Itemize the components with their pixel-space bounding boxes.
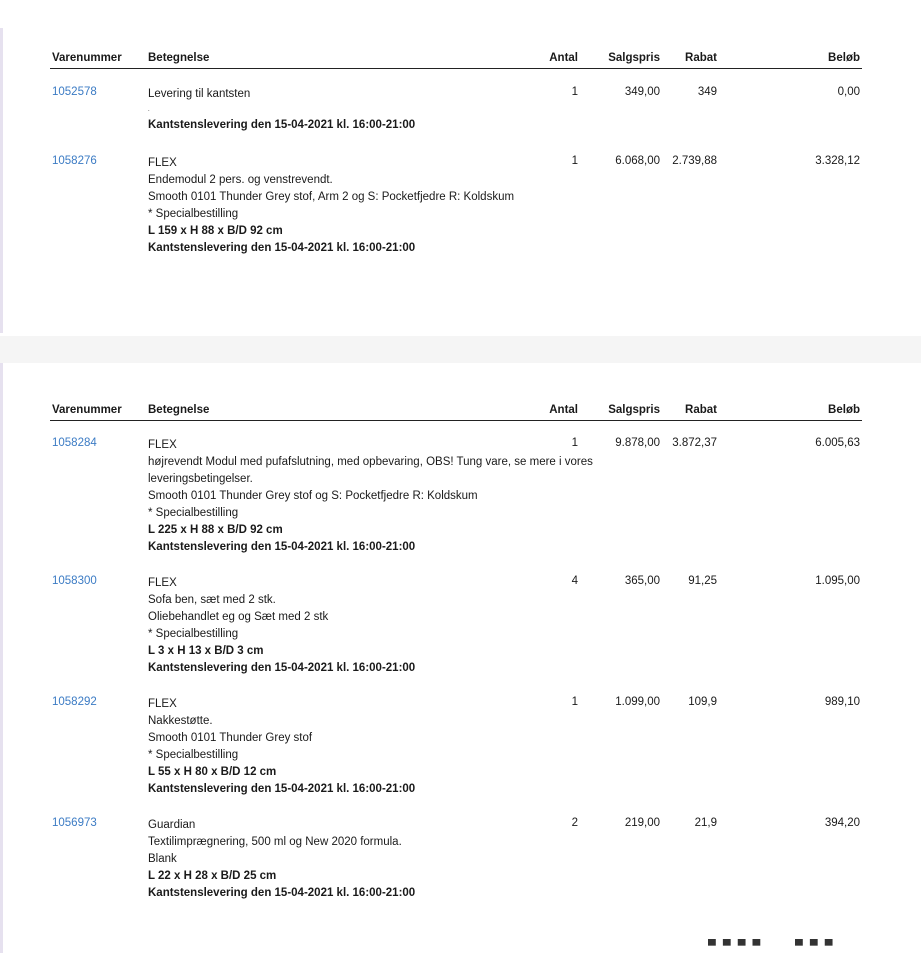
header-salgspris: Salgspris — [608, 404, 660, 416]
discount: 2.739,88 — [672, 155, 717, 167]
description-line: FLEX — [148, 577, 177, 589]
cut-off-text: ▀ ▀ ▀ ▀ — [708, 940, 763, 952]
quantity: 1 — [571, 155, 578, 167]
delivery-line: Kantstenslevering den 15-04-2021 kl. 16:00-21:00 — [148, 541, 416, 553]
unit-price: 1.099,00 — [615, 696, 660, 708]
table-row — [50, 86, 862, 136]
description-line: * Specialbestilling — [148, 749, 239, 761]
description-line: Oliebehandlet eg og Sæt med 2 stk — [148, 611, 329, 623]
item-description — [148, 575, 648, 677]
line-amount: 1.095,00 — [815, 575, 860, 587]
table-header — [50, 48, 862, 69]
quantity: 1 — [571, 437, 578, 449]
item-number-link[interactable]: 1058300 — [52, 575, 97, 587]
dimensions-line: L 55 x H 80 x B/D 12 cm — [148, 766, 277, 778]
unit-price: 6.068,00 — [615, 155, 660, 167]
quantity: 1 — [571, 696, 578, 708]
line-amount: 0,00 — [837, 86, 860, 98]
table-row — [50, 155, 862, 265]
page-separator — [0, 336, 921, 363]
description-line: Textilimprægnering, 500 ml og New 2020 formula. — [148, 836, 402, 848]
delivery-line: Kantstenslevering den 15-04-2021 kl. 16:00-21:00 — [148, 119, 416, 131]
description-line: Endemodul 2 pers. og venstrevendt. — [148, 174, 333, 186]
item-number-link[interactable]: 1052578 — [52, 86, 97, 98]
description-line: Guardian — [148, 819, 196, 831]
header-varenummer: Varenummer — [52, 404, 122, 416]
delivery-line: Kantstenslevering den 15-04-2021 kl. 16:00-21:00 — [148, 662, 416, 674]
header-varenummer: Varenummer — [52, 52, 122, 64]
item-number-link[interactable]: 1058284 — [52, 437, 97, 449]
description-line: . — [148, 107, 150, 113]
discount: 91,25 — [688, 575, 717, 587]
unit-price: 9.878,00 — [615, 437, 660, 449]
header-betegnelse: Betegnelse — [148, 404, 210, 416]
delivery-line: Kantstenslevering den 15-04-2021 kl. 16:00-21:00 — [148, 783, 416, 795]
header-rabat: Rabat — [685, 52, 717, 64]
description-line: Smooth 0101 Thunder Grey stof og S: Pocketfjedre R: Koldskum — [148, 490, 478, 502]
header-salgspris: Salgspris — [608, 52, 660, 64]
discount: 349 — [697, 86, 717, 98]
description-line: FLEX — [148, 439, 177, 451]
description-line: Levering til kantsten — [148, 88, 251, 100]
unit-price: 349,00 — [624, 86, 660, 98]
line-amount: 989,10 — [824, 696, 860, 708]
invoice-page-2 — [0, 363, 921, 969]
item-description — [148, 696, 648, 798]
page-edge — [0, 28, 3, 333]
discount: 109,9 — [688, 696, 717, 708]
description-line: Smooth 0101 Thunder Grey stof — [148, 732, 313, 744]
header-betegnelse: Betegnelse — [148, 52, 210, 64]
quantity: 2 — [571, 817, 578, 829]
header-rabat: Rabat — [685, 404, 717, 416]
description-line: * Specialbestilling — [148, 208, 239, 220]
description-line: FLEX — [148, 157, 177, 169]
header-belob: Beløb — [828, 52, 860, 64]
invoice-page-1 — [0, 0, 921, 336]
description-line: * Specialbestilling — [148, 628, 239, 640]
line-amount: 3.328,12 — [815, 155, 860, 167]
quantity: 4 — [571, 575, 578, 587]
item-description — [148, 437, 648, 556]
description-line: FLEX — [148, 698, 177, 710]
line-amount: 6.005,63 — [815, 437, 860, 449]
header-antal: Antal — [549, 52, 578, 64]
quantity: 1 — [571, 86, 578, 98]
delivery-line: Kantstenslevering den 15-04-2021 kl. 16:00-21:00 — [148, 242, 416, 254]
description-line: Blank — [148, 853, 177, 865]
dimensions-line: L 3 x H 13 x B/D 3 cm — [148, 645, 264, 657]
unit-price: 365,00 — [624, 575, 660, 587]
item-description — [148, 155, 648, 257]
description-line: Nakkestøtte. — [148, 715, 213, 727]
discount: 21,9 — [694, 817, 717, 829]
dimensions-line: L 159 x H 88 x B/D 92 cm — [148, 225, 283, 237]
table-row — [50, 437, 862, 562]
header-antal: Antal — [549, 404, 578, 416]
cut-off-text: ▀ ▀ ▀ — [795, 940, 835, 952]
description-line: leveringsbetingelser. — [148, 473, 253, 485]
header-belob: Beløb — [828, 404, 860, 416]
table-row — [50, 696, 862, 801]
description-line: * Specialbestilling — [148, 507, 239, 519]
item-number-link[interactable]: 1056973 — [52, 817, 97, 829]
dimensions-line: L 225 x H 88 x B/D 92 cm — [148, 524, 283, 536]
item-description — [148, 817, 648, 902]
item-number-link[interactable]: 1058276 — [52, 155, 97, 167]
description-line: højrevendt Modul med pufafslutning, med opbevaring, OBS! Tung vare, se mere i vores — [148, 456, 593, 468]
table-row — [50, 817, 862, 907]
description-line: Sofa ben, sæt med 2 stk. — [148, 594, 276, 606]
table-header — [50, 400, 862, 421]
delivery-line: Kantstenslevering den 15-04-2021 kl. 16:00-21:00 — [148, 887, 416, 899]
dimensions-line: L 22 x H 28 x B/D 25 cm — [148, 870, 277, 882]
line-amount: 394,20 — [824, 817, 860, 829]
page-edge — [0, 363, 3, 953]
discount: 3.872,37 — [672, 437, 717, 449]
item-number-link[interactable]: 1058292 — [52, 696, 97, 708]
unit-price: 219,00 — [624, 817, 660, 829]
table-row — [50, 575, 862, 680]
description-line: Smooth 0101 Thunder Grey stof, Arm 2 og S: Pocketfjedre R: Koldskum — [148, 191, 515, 203]
